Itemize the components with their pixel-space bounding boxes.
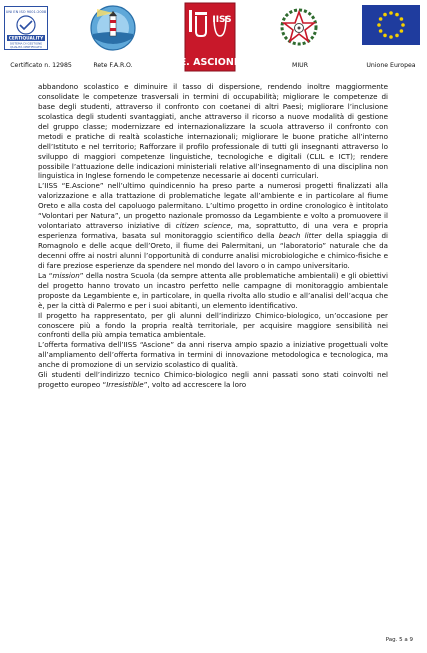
iiss-ascione-logo [179,2,241,72]
italic-term: Irresistible [106,380,144,390]
italic-term: mission [52,270,80,280]
faro-caption: Rete F.A.R.O. [93,62,133,69]
paragraph [38,340,388,370]
cert-sub1-text: SISTEMA DI GESTIONE [9,41,43,46]
miur-emblem [279,7,319,47]
text-run: Il progetto ha rappresentato, per gli alunni dell’indirizzo Chimico-biologico, un’occasione per conoscere più a fondo la propria realtà territoriale, per acquisire maggiore sensibilità nei confronti della più ampia tematica ambientale. [38,310,388,340]
cert-caption: Certificato n. 12985 [10,62,72,69]
document-body [38,82,388,390]
iiss-logo-text: IISS [212,15,232,25]
eu-caption: Unione Europea [366,62,416,69]
faro-lighthouse-logo [89,4,137,52]
text-run: , ma, soprattutto, di una vera e propria esperienza formativa, basata sul monitoraggio scientifico della [38,221,388,241]
text-run: La “ [38,270,53,280]
text-run: L’IISS “E.Ascione” nell’ultimo quindicennio ha preso parte a numerosi progetti finalizzati alla valorizzazione e alla trattazione di problematiche legate all’ambiente e in particolare al fiume Oreto e alla costa del capoluogo palermitano. L’ultimo progetto in ordine cronologico è intitolato “Volontari per Natura”, un progetto nazionale promosso da Legambiente e volto a promuovere il volontariato attraverso iniziative di [38,181,388,231]
text-run: ”, volto ad accrescere la loro [143,380,247,390]
paragraph [38,311,388,341]
text-run: abbandono scolastico e diminuire il tasso di dispersione, rendendo inoltre maggiormente consolidate le competenze trasversali in termini di occupabilità; migliorare le competenze di base degli studenti, attraverso il confronto con coetanei di altri Paesi; migliorare l’inclusione scolastica degli studenti svantaggiati, anche attraverso il ricorso a nuove modalità di gestione del gruppo classe; modernizzare ed internazionalizzare la scuola attraverso il confronto con metodi e pratiche di realtà scolastiche internazionali; migliorare le buone pratiche all’interno dell’Istituto e nel territorio; Rafforzare il profilo professionale di tutti gli insegnanti attraverso lo sviluppo di maggiori competenze linguistiche, tecnologiche e digitali (CLIL e ICT); rendere possibile l’attuazione delle indicazioni ministeriali relative all’insegnamento di una disciplina non linguistica in Inglese fornendo le competenze necessarie ai docenti curriculari. [38,82,388,181]
italic-term: citizen science [175,221,231,231]
paragraph [38,181,388,270]
text-run: della spiaggia di Romagnolo e delle acque dell’Oreto, il fiume dei Palermitani, un “laboratorio” naturale che da decenni offre ai nostri alunni l’opportunità di condurre analisi microbiologiche e chimico-fisiche e di fare preziose esperienze da spendere nel mondo del lavoro o in campo universitario. [38,231,388,270]
page-number: Pag. 5 a 9 [385,637,413,643]
paragraph [38,271,388,311]
page-header [0,0,427,82]
paragraph [38,82,388,181]
paragraph [38,370,388,390]
miur-caption: MIUR [292,62,308,69]
certiquality-logo [4,6,48,50]
text-run: ” della nostra Scuola (da sempre attenta alle problematiche ambientali) e gli obiettivi del progetto hanno trovato un incastro perfetto nelle campagne di monitoraggio ambientale proposte da Legambiente e, in particolare, in quella rivolta allo studio e all’analisi dell’acqua che è, per la città di Palermo e per i suoi abitanti, un elemento identificativo. [38,270,388,310]
italic-term: beach litter [278,231,322,241]
text-run: Gli studenti dell’indirizzo tecnico Chimico-biologico negli anni passati sono stati coinvolti nel progetto europeo “ [38,370,388,390]
text-run: L’offerta formativa dell’IISS “Ascione” da anni riserva ampio spazio a iniziative progettuali volte all’ampliamento dell’offerta formativa in termini di innovazione metodologica e tecnologica, ma anche di promozione di un servizio scolastico di qualità. [38,340,388,370]
ascione-logo-text: E. ASCIONE [179,57,241,68]
cert-standard-text: UNI EN ISO 9001:2008 [5,10,47,14]
eu-flag [362,5,420,45]
cert-brand-text: CERTIQUALITY [8,36,44,42]
cert-sub2-text: QUALITÀ CERTIFICATO [10,45,42,49]
